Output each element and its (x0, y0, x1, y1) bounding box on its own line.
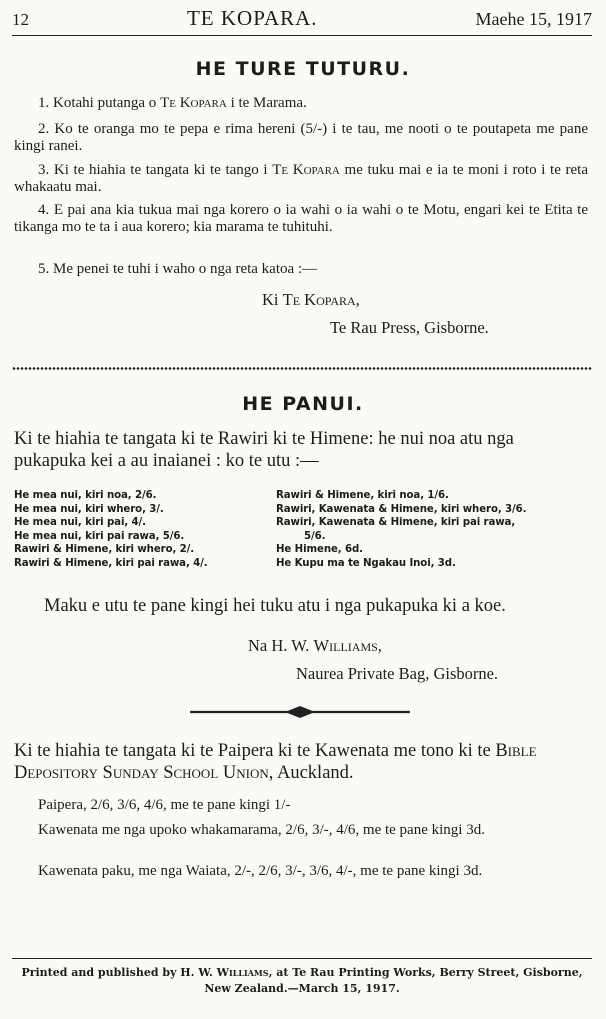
rules-heading: HE TURE TUTURU. (195, 58, 411, 80)
header-rule (12, 35, 592, 36)
signature-line: Na H. W. Williams, (248, 636, 382, 655)
price-item: Rawiri & Himene, kiri noa, 1/6. (276, 490, 449, 501)
price-item: Rawiri & Himene, kiri whero, 2/. (14, 544, 195, 556)
price-item: Rawiri, Kawenata & Himene, kiri whero, 3/6. (276, 503, 527, 515)
running-header (12, 6, 592, 32)
publication-title: TE KOPARA. (186, 6, 318, 30)
price-item: He mea nui, kiri pai rawa, 5/6. (14, 530, 185, 542)
ornament-divider (190, 703, 410, 721)
bible-intro: Ki te hiahia te tangata ki te Paipera ki te Kawenata me tono ki te Bible Depository Sunday School Union, Auckland. (14, 741, 537, 783)
page-number: 12 (12, 10, 29, 29)
rule-item-4: 4. E pai ana kia tukua mai nga korero o ia wahi o ia wahi o te Motu, engari kei te Etita te tikanga mo te ta i aua korero; kia marama te tuhituhi. (14, 202, 589, 235)
issue-date: Maehe 15, 1917 (475, 9, 592, 29)
rule-item-5: 5. Me penei te tuhi i waho o nga reta katoa :— (38, 261, 318, 277)
notice-intro: Ki te hiahia te tangata ki te Rawiri ki te Himene: he nui noa atu nga pukapuka kei a au inaianei : ko te utu :— (14, 429, 514, 471)
address-line-1: Ki Te Kopara, (262, 290, 360, 309)
price-item: He mea nui, kiri whero, 3/. (14, 503, 164, 515)
dotted-divider (12, 366, 592, 371)
bible-item-2: Kawenata me nga upoko whakamarama, 2/6, 3/-, 4/6, me te pane kingi 3d. (38, 822, 485, 838)
bible-item-3: Kawenata paku, me nga Waiata, 2/-, 2/6, 3/-, 3/6, 4/-, me te pane kingi 3d. (38, 863, 483, 879)
address-line-2: Te Rau Press, Gisborne. (330, 318, 489, 337)
rule-item-2: 2. Ko te oranga mo te pepa e rima hereni (5/-) i te tau, me nooti o te poutapeta me pane kingi ranei. (14, 121, 588, 154)
rule-item-1: 1. Kotahi putanga o Te Kopara i te Marama. (38, 95, 307, 111)
price-item: He mea nui, kiri pai, 4/. (14, 517, 146, 529)
price-item: 5/6. (304, 530, 326, 542)
printer-imprint: Printed and published by H. W. Williams, at Te Rau Printing Works, Berry Street, Gisborne, New Zealand.—March 15, 1917. (21, 966, 583, 995)
price-list-right (276, 489, 526, 571)
footer-rule (12, 958, 592, 959)
price-item: He Himene, 6d. (276, 544, 363, 556)
rule-item-3: 3. Ki te hiahia te tangata ki te tango i Te Kopara me tuku mai e ia te moni i roto i te reta whakaatu mai. (14, 162, 588, 195)
notice-heading: HE PANUI. (242, 393, 364, 415)
signature-address: Naurea Private Bag, Gisborne. (296, 664, 499, 683)
price-list-left (14, 489, 208, 571)
price-item: He Kupu ma te Ngakau Inoi, 3d. (276, 557, 456, 569)
bible-item-1: Paipera, 2/6, 3/6, 4/6, me te pane kingi 1/- (38, 797, 291, 813)
price-item: Rawiri & Himene, kiri pai rawa, 4/. (14, 557, 208, 569)
postage-note: Maku e utu te pane kingi hei tuku atu i nga pukapuka ki a koe. (44, 596, 506, 616)
price-item: Rawiri, Kawenata & Himene, kiri pai rawa, (276, 517, 516, 529)
price-item: He mea nui, kiri noa, 2/6. (14, 490, 157, 501)
